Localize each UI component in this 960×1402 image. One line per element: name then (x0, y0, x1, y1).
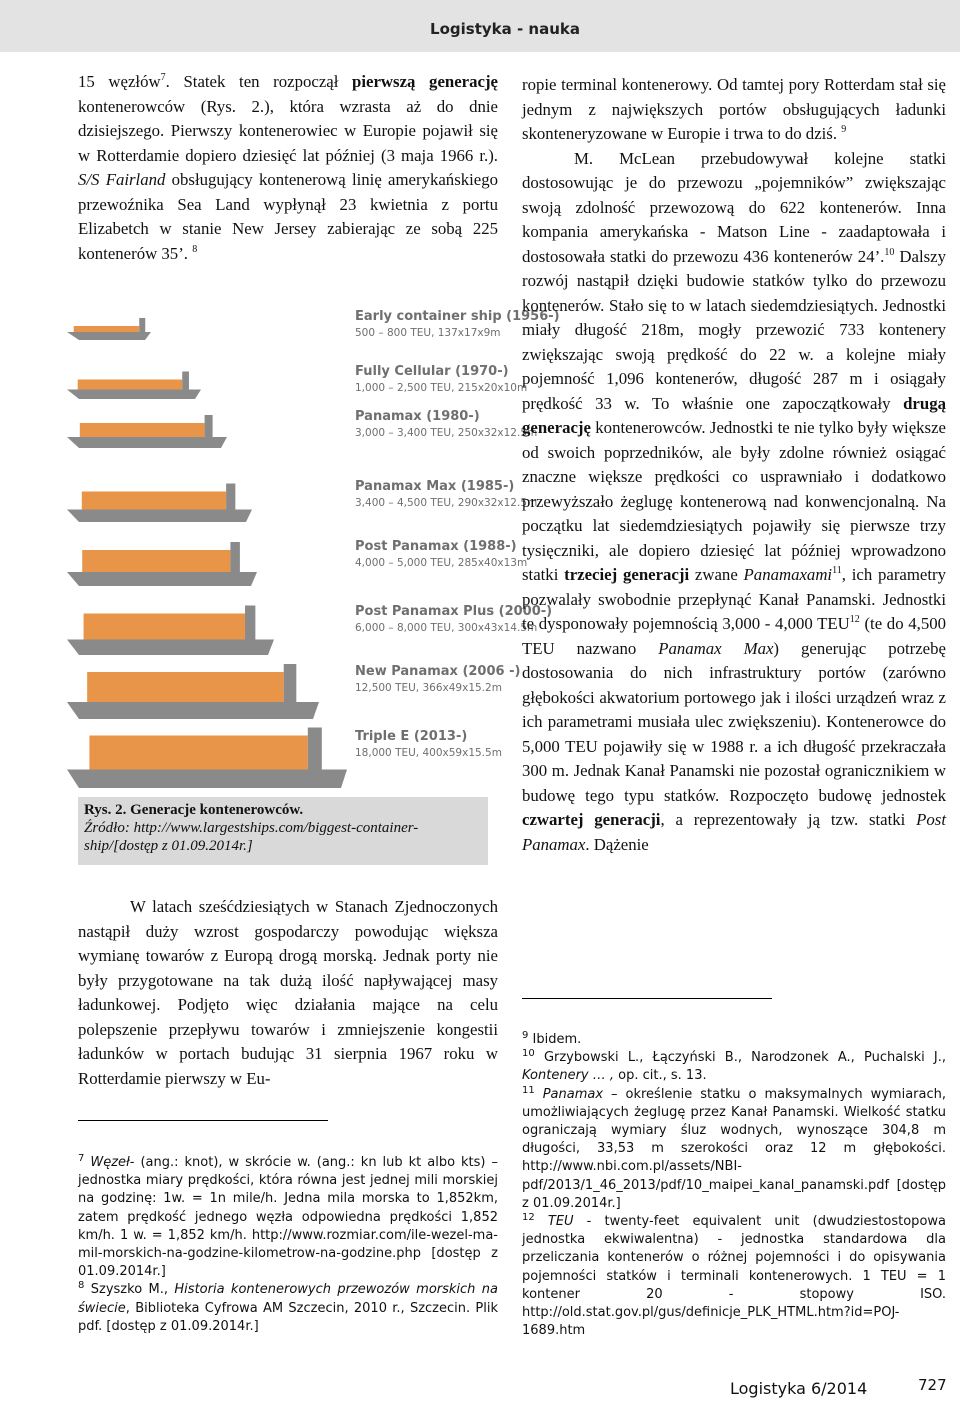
ship-bridge (205, 415, 213, 437)
footnote-ref-7[interactable]: 7 (160, 72, 166, 83)
ship-name-label: Panamax Max (1985-) (355, 479, 515, 494)
footnotes-left (78, 1154, 498, 1336)
ship-hull (67, 437, 227, 448)
left-paragraph-2: W latach sześćdziesiątych w Stanach Zjednoczonych nastąpił duży wzrost gospodarczy powodując większa wymianę towarów z Europą drogą morską. Jednak porty nie były przygotowane na tak dużą ilość napływającej masy ładunkowej. Podjęto więc działania mające na celu polepszenie przepływu towarów i zmniejszenie kongestii ładunków w portach budując 31 sierpnia 1967 roku w Rotterdamie pierwszy w Eu- (78, 897, 498, 1088)
ship-spec-label: 18,000 TEU, 400x59x15.5m (355, 747, 502, 759)
ship-generation-6 (67, 604, 552, 655)
right-paragraph-2: M. McLean przebudowywał kolejne statki dostosowując je do przewozu „pojemników” zwiększając swoją zdolność przewozową do 622 kontenerów. Inna kompania amerykańska - Matson Line - zaadaptowała i dostosowała statki do przewozu 436 kontenerów 24’.$^{10}$ Dalszy rozwój nastąpił dzięki budowie statków tylko do przewozu kontenerów. Stało się to w latach siedemdziesiątych. Jednostki miały długość 218m, mogły przewozić 733 kontenery zwiększając swoją prędkość do 22 w. a kolejne miały pojemność 1,096 kontenerów, długość 287 m i osiągały prędkość 33 w. To właśnie one zapoczątkowały drugą generację kontenerowców. Jednostki te nie tylko były większe od swoich poprzedników, ale były zdolne również osiągać znaczne większe prędkości co usprawniało i dodatkowo przewyższało żeglugę kontenerową nad konwencjonalną. Na początku lat siedemdziesiątych pojawiły się pierwsze trzy tysięczniki, ale dopiero dziesięć lat później wprowadzono statki trzeciej generacji zwane Panamaxami$^{11}$, ich parametry pozwalały swobodnie przepłynąć Kanał Panamski. Jednostki te dysponowały pojemnością 3,000 - 4,000 TEU$^{12}$ (te do 4,500 TEU nazwano Panamax Max) generując potrzebę dostosowania do nich infrastruktury portów (zarówno głębokości akwatorium portowego jak i ilości urządzeń wraz z ich parametrami musiała ulec zwiększeniu). Kontenerowce do 5,000 TEU pojawiły się w 1988 r. a ich długość przekraczała 300 m. Jednak Kanał Panamski nie pozostał ogranicznikiem w budowę tego typu statków. Rozpoczęto budowę jednostek czwartej generacji, a reprezentowały ją tzw. statki Post Panamax. Dążenie (522, 148, 947, 854)
footnote-separator-right (522, 998, 772, 999)
right-column (522, 73, 946, 857)
caption-title: Rys. 2. Generacje kontenerowców. (84, 802, 304, 818)
ship-bridge (230, 542, 240, 572)
ship-generation-4 (67, 479, 537, 522)
ship-generation-1 (67, 309, 560, 340)
left-column-lower (78, 895, 498, 1091)
ship-spec-label: 1,000 – 2,500 TEU, 215x20x10m (355, 382, 528, 394)
ship-spec-label: 12,500 TEU, 366x49x15.2m (355, 682, 502, 694)
left-paragraph-1: 15 węzłów$^7$. Statek ten rozpoczął pierwszą generację kontenerowców (Rys. 2.), która wzrasta aż do dnie dzisiejszego. Pierwszy kontenerowiec w Europie pojawił się w Rotterdamie dopiero dziesięć lat później (3 maja 1966 r.). S/S Fairland obsługujący kontenerową linię amerykańskiego przewoźnika Sea Land wypłynął 23 kwietnia z portu Elizabetch w stanie New Jersey zabierając ze sobą 225 kontenerów 35’. $^8$ (78, 72, 499, 263)
ship-generation-2 (67, 364, 527, 399)
ship-containers (82, 492, 226, 510)
footnotes-right (522, 1031, 946, 1340)
ship-name-label: Triple E (2013-) (355, 729, 468, 744)
footer-journal: Logistyka 6/2014 (730, 1379, 868, 1398)
footnote-8: $^8$ Szyszko M., Historia kontenerowych przewozów morskich na świecie, Biblioteka Cyfrowa AM Szczecin, 2010 r., Szczecin. Plik pdf. [dostęp z 01.09.2014r.] (78, 1280, 499, 1334)
ship-bridge (139, 318, 145, 332)
ship-name-label: Post Panamax (1988-) (355, 539, 517, 554)
ship-bridge (308, 728, 322, 770)
ship-bridge (182, 372, 189, 390)
footnote-ref-12[interactable]: 12 (849, 614, 860, 625)
footnote-7: $^7$ Węzeł- (ang.: knot), w skrócie w. (ang.: kn lub kt albo kts) – jednostka miary prędkości, która równa jest jednej mili morskiej na godzinę: 1w. = 1n mile/h. Jedna mila morska to 1,852km, zatem prędkość jednego węzła odpowiedna prędkości 1,852 km/h. 1 w. = 1,852 km/h. http://www.rozmiar.com/ile-wezel-ma-mil-morskich-na-godzine-kilometrow-na-godzine.php [dostęp z 01.09.2014r.] (78, 1153, 498, 1280)
footnote-ref-11[interactable]: 11 (832, 565, 842, 576)
ship-containers (84, 614, 245, 640)
page-header (0, 0, 960, 52)
left-column (78, 70, 498, 266)
ship-hull (67, 770, 347, 789)
ship-containers (89, 736, 307, 770)
ship-generation-5 (67, 539, 527, 586)
ship-spec-label: 500 – 800 TEU, 137x17x9m (355, 327, 501, 339)
ship-name-label: Post Panamax Plus (2000-) (355, 604, 553, 619)
footnote-ref-8[interactable]: 8 (192, 243, 198, 255)
page-number: 727 (918, 1376, 947, 1394)
ship-spec-label: 6,000 – 8,000 TEU, 300x43x14.5m (355, 622, 538, 634)
footnote-ref-9[interactable]: 9 (841, 124, 847, 135)
ship-bridge (226, 484, 235, 510)
ship-hull (67, 390, 201, 400)
footnote-12: $^{12}$ TEU - twenty-feet equivalent unit (dwudziestostopowa jednostka ekwiwalentna) - jednostka standardowa dla przeliczania kontenerów o różnej pojemności i do opisywania pojemności statków i terminali kontenerowych. 1 TEU = 1 kontener 20 - stopowy ISO. http://old.stat.gov.pl/gus/definicje_PLK_HTML.htm?id=POJ-1689.htm (522, 1212, 946, 1339)
container-ship-generations-figure (65, 290, 560, 780)
footnote-10: $^{10}$ Grzybowski L., Łączyński B., Narodzonek A., Puchalski J., Kontenery … , op. cit., s. 13. (522, 1048, 946, 1084)
figure-caption (78, 797, 488, 865)
ship-containers (87, 672, 284, 702)
ship-containers (82, 550, 230, 572)
ship-generation-8 (67, 728, 502, 789)
ship-containers (80, 423, 205, 437)
ship-hull (67, 702, 319, 719)
ship-name-label: Fully Cellular (1970-) (355, 364, 509, 379)
ship-bridge (284, 664, 297, 702)
header-title: Logistyka - nauka (430, 20, 580, 38)
ship-spec-label: 3,000 – 3,400 TEU, 250x32x12.5m (355, 427, 538, 439)
caption-source: Źródło: http://www.largestships.com/biggest-container-ship/[dostęp z 01.09.2014r.] (84, 820, 419, 854)
ship-name-label: Early container ship (1956-) (355, 309, 560, 324)
ship-containers (74, 326, 140, 332)
ship-name-label: Panamax (1980-) (355, 409, 480, 424)
ship-hull (67, 510, 252, 523)
ship-containers (78, 380, 183, 390)
ship-name-label: New Panamax (2006 -) (355, 664, 521, 679)
right-paragraph-1: ropie terminal kontenerowy. Od tamtej pory Rotterdam stał się jednym z największych portów obsługujących ładunki skonteneryzowane w Europie i trwa to do dziś. $^9$ (522, 75, 946, 143)
footnote-11: $^{11}$ Panamax – określenie statku o maksymalnych wymiarach, umożliwiających żeglugę przez Kanał Panamski. Wielkość statku ograniczają wymiary śluz wodnych, wynoszące 304,8 m długości, 33,53 m szerokości oraz 12 m głębokości. http://www.nbi.com.pl/assets/NBI-pdf/2013/1_46_2013/pdf/10_maipei_kanal_panamski.pdf [dostęp z 01.09.2014r.] (522, 1084, 947, 1211)
ship-hull (67, 640, 274, 656)
footnote-separator-left (78, 1120, 328, 1121)
ship-generation-7 (67, 664, 520, 719)
ship-bridge (245, 606, 255, 640)
ship-generation-3 (67, 409, 537, 448)
ship-hull (67, 332, 151, 340)
ship-hull (67, 572, 257, 586)
footnote-ref-10[interactable]: 10 (884, 246, 895, 258)
footnote-9: $^9$ Ibidem. (522, 1030, 582, 1047)
ship-spec-label: 4,000 – 5,000 TEU, 285x40x13m (355, 557, 528, 569)
ship-spec-label: 3,400 – 4,500 TEU, 290x32x12.5m (355, 497, 538, 509)
